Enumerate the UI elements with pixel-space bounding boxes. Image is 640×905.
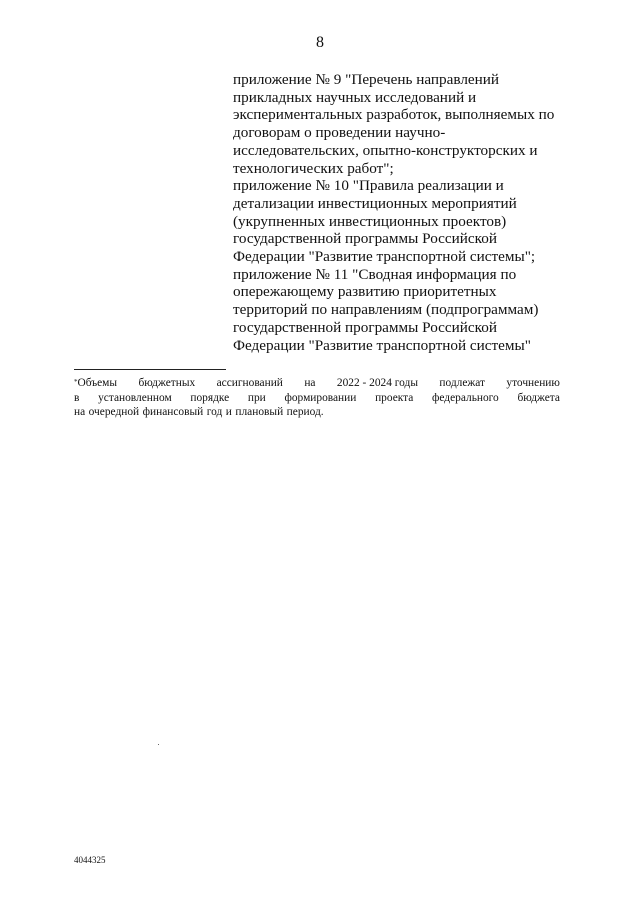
footnote-word: бюджета [517, 391, 560, 404]
footnote-word: на [304, 377, 316, 389]
footnote-word: финансовый [142, 406, 204, 419]
scan-speck [158, 744, 159, 745]
footnote-line [74, 376, 560, 391]
footnote-word: период. [286, 406, 324, 419]
footnote-word: федерального [432, 391, 499, 404]
appendix-text-line: государственной программы Российской [233, 318, 497, 336]
appendix-text-line: приложение № 9 "Перечень направлений [233, 71, 500, 88]
appendix-text-line: договорам о проведении научно- [233, 124, 446, 142]
appendix-text-line: технологических работ"; [233, 159, 394, 177]
footnote-word: очередной [88, 406, 140, 419]
appendix-text-line: детализации инвестиционных мероприятий [233, 194, 517, 212]
footnote-marker: * [74, 378, 78, 386]
footnote-word: установленном [98, 391, 172, 404]
footnote-word: 2022 - 2024 годы [336, 377, 418, 389]
page-number: 8 [316, 34, 324, 51]
appendix-list [233, 71, 563, 354]
footnote-word: подлежат [439, 377, 485, 389]
footnote-word: на [74, 406, 86, 419]
footnote-word [74, 376, 117, 391]
appendix-text-line: опережающему развитию приоритетных [233, 283, 497, 301]
footnote-word: год [206, 406, 223, 419]
footnote [74, 376, 560, 420]
footnote-word: плановый [235, 406, 284, 419]
appendix-text-line: прикладных научных исследований и [233, 88, 477, 106]
appendix-text-line: государственной программы Российской [233, 230, 497, 248]
appendix-text-line: (укрупненных инвестиционных проектов) [233, 212, 507, 230]
appendix-text-line: Федерации "Развитие транспортной системы"; [233, 248, 536, 266]
appendix-text-line: приложение № 10 "Правила реализации и [233, 177, 504, 195]
footnote-word: порядке [190, 391, 230, 404]
footnote-word: формировании [284, 391, 357, 404]
appendix-text-line: экспериментальных разработок, выполняемых по [233, 106, 555, 124]
footnote-line [74, 405, 560, 420]
footnote-divider [74, 369, 226, 370]
footnote-word: при [247, 391, 266, 404]
footnote-word: и [225, 406, 232, 419]
appendix-text-line: Федерации "Развитие транспортной системы" [233, 336, 531, 354]
footnote-word: в [74, 391, 80, 404]
footnote-word: проекта [375, 391, 414, 404]
footnote-word: уточнению [506, 377, 560, 389]
document-code: 4044325 [74, 855, 106, 865]
appendix-text-line: исследовательских, опытно-конструкторских и [233, 141, 538, 159]
footnote-word: Объемы [77, 377, 118, 389]
footnote-word: ассигнований [216, 377, 283, 389]
appendix-text-line: приложение № 11 "Сводная информация по [233, 265, 517, 283]
footnote-word: бюджетных [138, 377, 196, 389]
footnote-line [74, 391, 560, 406]
appendix-text-line: территорий по направлениям (подпрограммам) [233, 301, 539, 319]
